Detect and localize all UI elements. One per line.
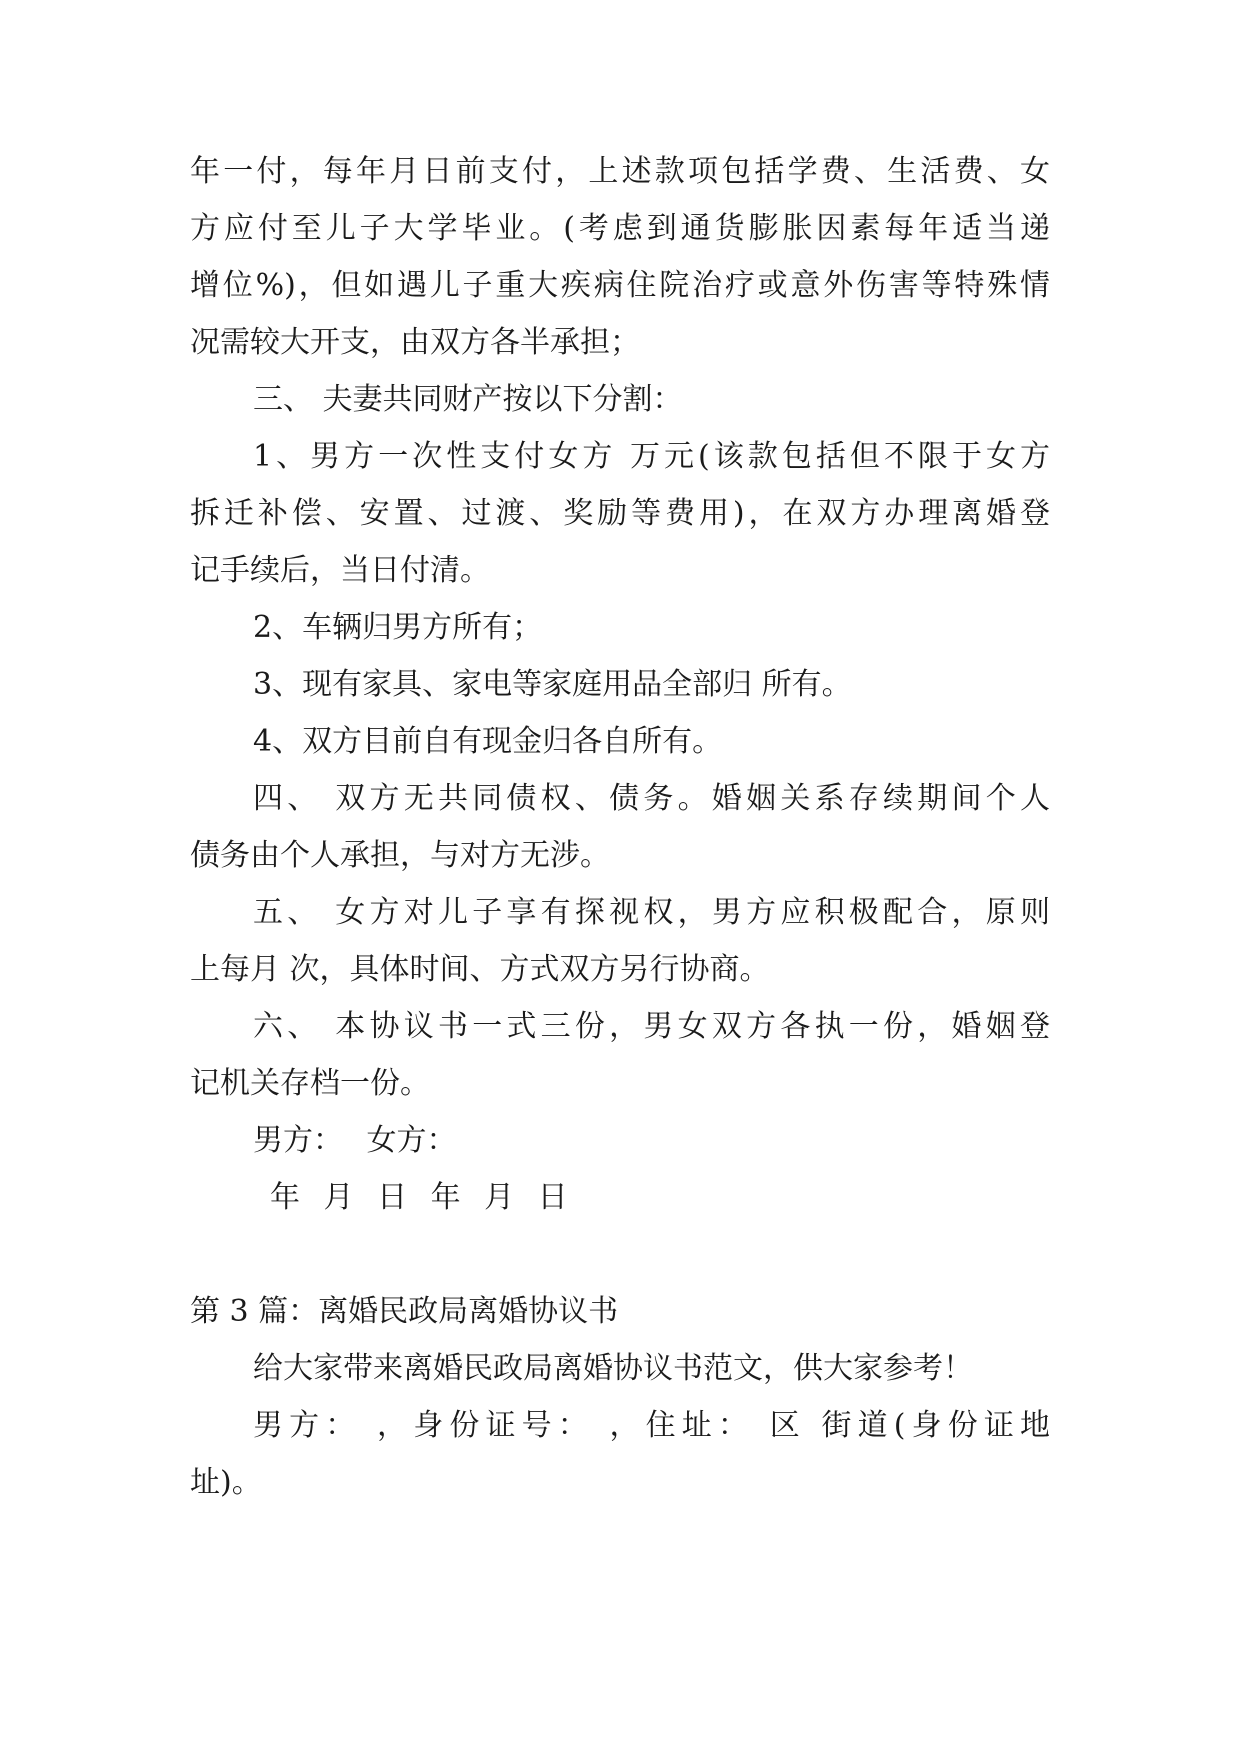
text-line-1: 年一付，每年月日前支付，上述款项包括学费、生活费、女 [190,154,1050,189]
signature-dates: 年 月 日 年 月 日 [270,1180,568,1215]
section-four-line-1: 四、 双方无共同债权、债务。婚姻关系存续期间个人 [253,781,1050,816]
item-1-line-1: 1、男方一次性支付女方 万元(该款包括但不限于女方 [253,439,1050,474]
text-line-2: 方应付至儿子大学毕业。(考虑到通货膨胀因素每年适当递 [190,211,1050,246]
section-six-line-2: 记机关存档一份。 [190,1066,430,1101]
item-4: 4、双方目前自有现金归各自所有。 [253,724,723,759]
article-3-intro: 给大家带来离婚民政局离婚协议书范文，供大家参考！ [253,1351,973,1386]
section-six-line-1: 六、 本协议书一式三份，男女双方各执一份，婚姻登 [253,1009,1050,1044]
signature-parties: 男方： 女方： [253,1123,457,1158]
article-3-title: 第 3 篇：离婚民政局离婚协议书 [190,1294,619,1329]
item-2: 2、车辆归男方所有； [253,610,543,645]
section-four-line-2: 债务由个人承担，与对方无涉。 [190,838,610,873]
section-three-heading: 三、 夫妻共同财产按以下分割： [253,382,683,417]
section-five-line-2: 上每月 次，具体时间、方式双方另行协商。 [190,952,770,987]
text-line-4: 况需较大开支，由双方各半承担； [190,325,640,360]
article-3-male-line-1: 男方： ，身份证号： ，住址： 区 街道(身份证地 [253,1408,1050,1443]
text-line-3: 增位%)，但如遇儿子重大疾病住院治疗或意外伤害等特殊情 [190,268,1050,303]
item-1-line-3: 记手续后，当日付清。 [190,553,490,588]
item-3: 3、现有家具、家电等家庭用品全部归 所有。 [253,667,852,702]
article-3-male-line-2: 址)。 [190,1465,262,1500]
item-1-line-2: 拆迁补偿、安置、过渡、奖励等费用)，在双方办理离婚登 [190,496,1050,531]
section-five-line-1: 五、 女方对儿子享有探视权，男方应积极配合，原则 [253,895,1050,930]
